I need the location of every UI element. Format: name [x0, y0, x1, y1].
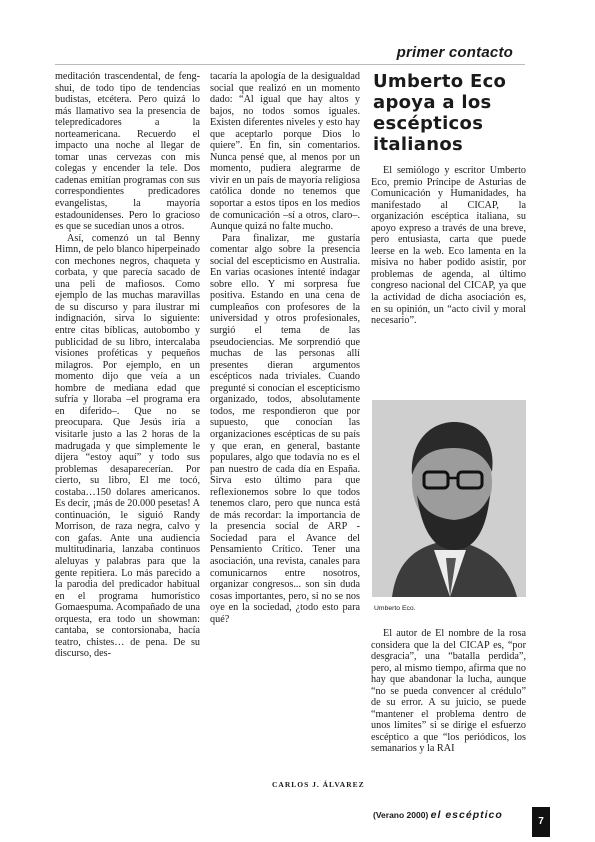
article-byline: CARLOS J. ÁLVAREZ — [272, 780, 365, 789]
sidebar-column-continued — [371, 628, 526, 755]
photo-caption: Umberto Eco. — [374, 605, 416, 612]
article-paragraph: tacaría la apología de la desigualdad social que realizó en un momento dado: “Al igual que hay altos y bajos, no todos somos iguales. Existen diferentes niveles y esto hay que aceptarlo porque Dios lo quiere”. En fin, sin comentarios. Nunca pensé que, al menos por un momento, pudiera alegrarme de vivir en un país de mayoría religiosa católica donde no tenemos que soportar a estos tipos en los medios de comunicación –sí a otros, claro–. Aunque quizá no falte mucho. — [210, 71, 360, 233]
article-paragraph: meditación trascendental, de feng-shui, de todo tipo de tendencias budistas, etcétera. Pero quizá lo más llamativo sea la presencia de telepredicadores a la norteamericana. Recuerdo el impacto una noche al llegar de tomar unas cervezas con mis colegas y encender la tele. Dos cadenas emitían programas con sus correspondientes predicadores evangelistas, la mayoría estadounidenses. Pero lo gracioso es que se sucedían unos a otros. — [55, 71, 200, 233]
article-paragraph: Para finalizar, me gustaría comentar algo sobre la presencia social del escepticismo en Australia. En varias ocasiones intenté indagar sobre ello. Y mi sorpresa fue positiva. Estando en una cena de cumpleaños con profesores de la universidad y otros profesionales, surgió el tema de las pseudociencias. Me sorprendió que muchas de las personas allí presentes dieran argumentos escépticos nada triviales. Cuando pregunté si conocían el escepticismo organizado, todos, absolutamente todos, me respondieron que por supuesto, que conocían las organizaciones escépticas de su país y que eran, en general, bastante populares, algo que todavía no es el pan nuestro de cada día en España. Sirva esto último para que reflexionemos sobre lo que todos tenemos claro, pero que nunca está de más recordar: la importancia de la presencia social de ARP - Sociedad para el Avance del Pensamiento Crítico. Tener una asociación, una revista, canales para comunicarnos entre nosotros, organizar congresos... son sin duda cosas importantes, pero, si no se nos oye en la sociedad, ¿todo esto para qué? — [210, 232, 360, 625]
sidebar-paragraph: El autor de El nombre de la rosa considera que la del CICAP es, “por desgracia”, una “batalla perdida”, pero, al mismo tiempo, afirma que no hay que abandonar la lucha, aunque “no se pueda convencer al crédulo” de su error. A su juicio, se puede “mantener el problema dentro de unos límites” si se dirige el esfuerzo escéptico a que “los periódicos, los semanarios y la RAI — [371, 628, 526, 755]
publication-name: el escéptico — [430, 809, 503, 821]
page-number: 7 — [532, 807, 550, 837]
umberto-eco-photo — [372, 400, 526, 597]
footer — [373, 809, 503, 821]
article-column-1 — [55, 71, 200, 660]
article-paragraph: Así, comenzó un tal Benny Himn, de pelo blanco hiperpeinado con mechones negros, chaqueta y corbata, y que parecía sacado de una peli de mafiosos. Como ejemplo de las muchas maravillas de su discurso y para ilustrar mi indignación, sirva lo siguiente: entre citas bíblicas, autobombo y publicidad de su libro, intercalaba visiones proféticas y pequeños milagros. Por ejemplo, en un momento dijo que veía a un hombre de mediana edad que sufría y lloraba –el programa era en diferido–. Que no se preocupara. Que Jesús iría a visitarle justo a las 2 horas de la madrugada y que simplemente le dijera “estoy aquí” y todo sus problemas desaparecerían. Por cierto, su libro, El me tocó, costaba…150 dolares americanos. Es decir, ¡más de 20.000 pesetas! A continuación, le siguió Randy Morrison, de raza negra, calvo y con gafas. Ante una audiencia multitudinaria, lanzaba continuos aleluyas y palabras para que la gente repitiera. Lo más parecido a la parodia del predicador habitual en el programa humorístico Gomaespuma. Acompañado de una orquesta, era todo un showman: cantaba, se contorsionaba, hacía teatro, chistes… de pena. De su discurso, des- — [55, 232, 201, 660]
sidebar-headline: Umberto Eco apoya a los escépticos italianos — [373, 71, 507, 155]
header-rule — [55, 64, 525, 65]
section-header: primer contacto — [396, 44, 513, 61]
issue-label: (Verano 2000) — [373, 810, 429, 820]
article-column-2 — [210, 71, 360, 625]
sidebar-column — [371, 71, 526, 327]
sidebar-paragraph: El semiólogo y escritor Umberto Eco, premio Príncipe de Asturias de Comunicación y Humanidades, ha manifestado al CICAP, la organización escéptica italiana, su apoyo expreso a través de una breve, pero entusiasta, carta que puede leerse en la web. Eco lamenta en la misiva no haber podido asistir, por problemas de agenda, al último congreso nacional del CICAP, ya que la actividad de dicha asociación es, en su opinión, un “acto civil y moral necesario”. — [371, 165, 526, 327]
